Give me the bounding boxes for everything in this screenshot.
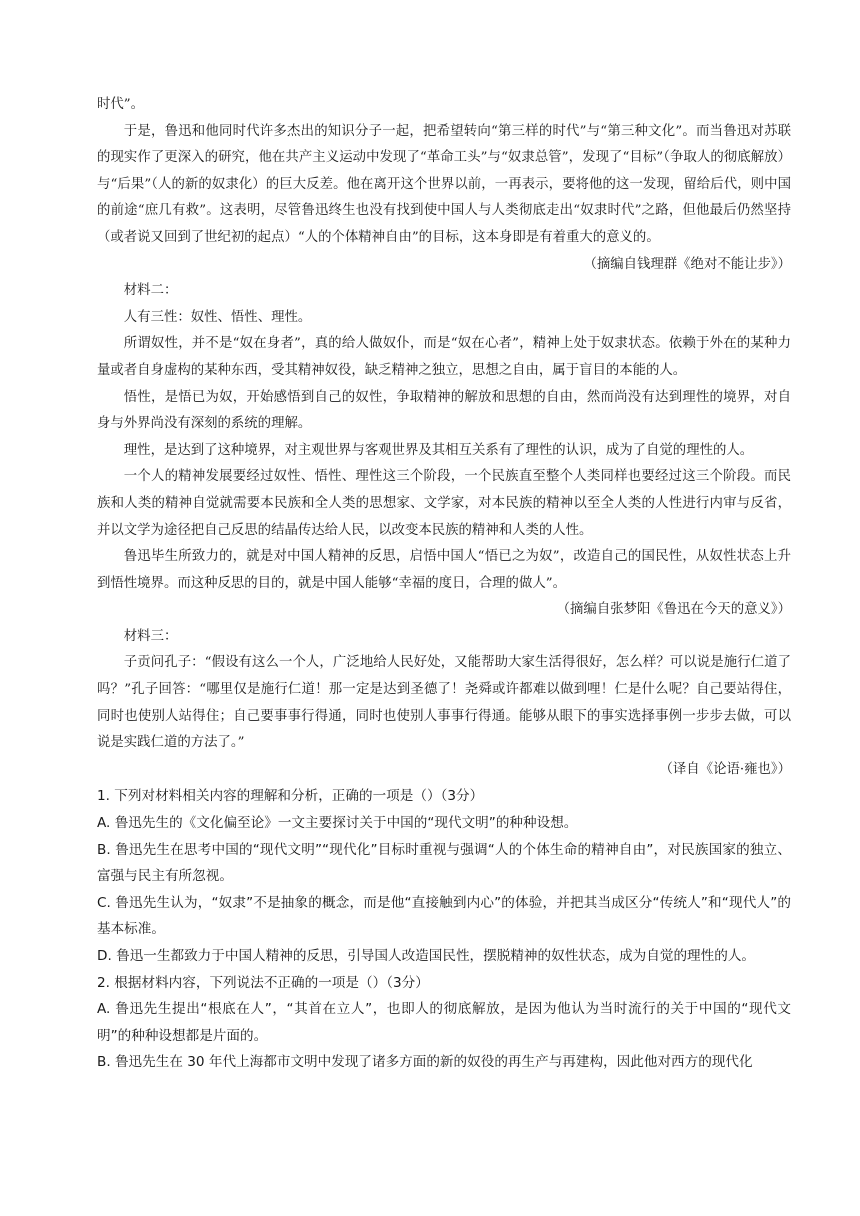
question-2-option-b: B. 鲁迅先生在 30 年代上海都市文明中发现了诸多方面的新的奴役的再生产与再建构，因此他对西方的现代化 bbox=[97, 1054, 753, 1071]
question-1-option-c: C. 鲁迅先生认为，“奴隶”不是抽象的概念，而是他“直接触到内心”的体验，并把其当成区分“传统人”和“现代人”的基本标准。 bbox=[97, 894, 791, 938]
question-1-option-a: A. 鲁迅先生的《文化偏至论》一文主要探讨关于中国的“现代文明”的种种设想。 bbox=[97, 815, 578, 832]
material-3-heading: 材料三： bbox=[123, 628, 178, 644]
source-citation-3: （译自《论语·雍也》） bbox=[659, 761, 791, 777]
question-2-stem: 2. 根据材料内容，下列说法不正确的一项是（）（3分） bbox=[97, 974, 429, 991]
paragraph-three-natures: 人有三性：奴性、悟性、理性。 bbox=[123, 309, 312, 325]
material-2-heading: 材料二： bbox=[123, 283, 178, 299]
paragraph-luxun-discovery: 于是，鲁迅和他同时代许多杰出的知识分子一起，把希望转向“第三样的时代”与“第三种文化”。而当鲁迅对苏联的现实作了更深入的研究，他在共产主义运动中发现了“革命工头”与“奴隶总管”，发现了“目标”（争取人的彻底解放）与“后果”（人的新的奴隶化）的巨大反差。他在离开这个世界以前，一再表示，要将他的这一发现，留给后代，则中国的前途“庶几有救”。这表明，尽管鲁迅终生也没有找到使中国人与人类彻底走出“奴隶时代”之路，但他最后仍然坚持（或者说又回到了世纪初的起点）“人的个体精神自由”的目标，这本身即是有着重大的意义的。 bbox=[97, 123, 791, 245]
question-1-option-b: B. 鲁迅先生在思考中国的“现代文明”“现代化”目标时重视与强调“人的个体生命的精神自由”，对民族国家的独立、富强与民主有所忽视。 bbox=[97, 841, 791, 885]
paragraph-awareness: 悟性，是悟已为奴，开始感悟到自己的奴性，争取精神的解放和思想的自由，然而尚没有达到理性的境界，对自身与外界尚没有深刻的系统的理解。 bbox=[97, 389, 791, 432]
question-2-option-a: A. 鲁迅先生提出“根底在人”，“其首在立人”，也即人的彻底解放，是因为他认为当时流行的关于中国的“现代文明”的种种设想都是片面的。 bbox=[97, 1001, 791, 1044]
question-1-stem: 1. 下列对材料相关内容的理解和分析，正确的一项是（）（3分） bbox=[97, 788, 484, 805]
source-citation-1: （摘编自钱理群《绝对不能让步》） bbox=[583, 256, 791, 272]
paragraph-analects: 子贡问孔子：“假设有这么一个人，广泛地给人民好处，又能帮助大家生活得很好，怎么样？可以说是施行仁道了吗？”孔子回答：“哪里仅是施行仁道！那一定是达到圣德了！尧舜或许都难以做到哩！仁是什么呢？自己要站得住，同时也使别人站得住；自己要事事行得通，同时也使别人事事行得通。能够从眼下的事实选择事例一步步去做，可以说是实践仁道的方法了。” bbox=[97, 655, 791, 751]
paragraph-continuation: 时代”。 bbox=[97, 97, 145, 112]
document-page bbox=[97, 0, 791, 1216]
paragraph-servility: 所谓奴性，并不是“奴在身者”，真的给人做奴仆，而是“奴在心者”，精神上处于奴隶状态。依赖于外在的某种力量或者自身虚构的某种东西，受其精神奴役，缺乏精神之独立，思想之自由，属于盲目的本能的人。 bbox=[97, 336, 791, 378]
paragraph-rationality: 理性，是达到了这种境界，对主观世界与客观世界及其相互关系有了理性的认识，成为了自觉的理性的人。 bbox=[123, 442, 754, 458]
question-1-option-d: D. 鲁迅一生都致力于中国人精神的反思，引导国人改造国民性，摆脱精神的奴性状态，成为自觉的理性的人。 bbox=[97, 948, 756, 964]
paragraph-three-stages: 一个人的精神发展要经过奴性、悟性、理性这三个阶段，一个民族直至整个人类同样也要经过这三个阶段。而民族和人类的精神自觉就需要本民族和全人类的思想家、文学家，对本民族的精神以至全人类的人性进行内审与反省，并以文学为途径把自己反思的结晶传达给人民，以改变本民族的精神和人类的人性。 bbox=[97, 469, 791, 538]
source-citation-2: （摘编自张梦阳《鲁迅在今天的意义》） bbox=[556, 602, 791, 618]
paragraph-luxun-reflection: 鲁迅毕生所致力的，就是对中国人精神的反思，启悟中国人“悟已之为奴”，改造自己的国民性，从奴性状态上升到悟性境界。而这种反思的目的，就是中国人能够“幸福的度日，合理的做人”。 bbox=[97, 549, 791, 591]
